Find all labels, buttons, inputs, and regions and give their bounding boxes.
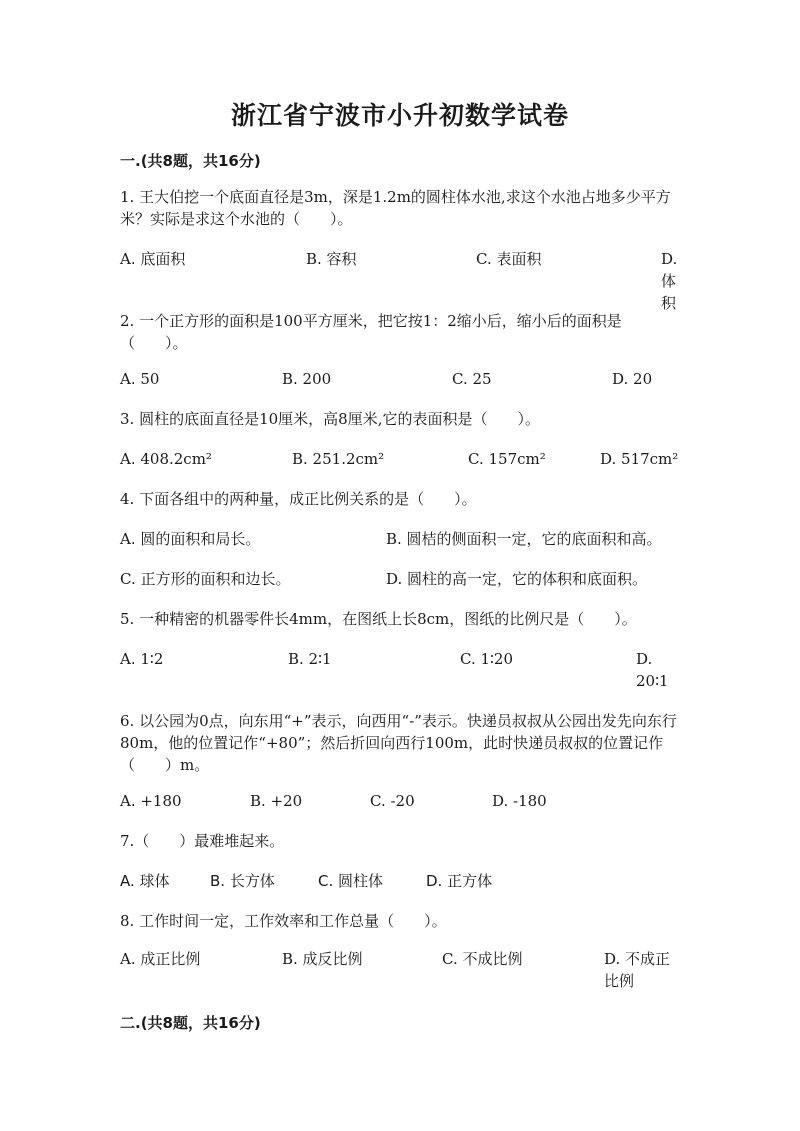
option-c: C. 25 (452, 370, 492, 388)
option-c: C. 正方形的面积和边长。 (120, 570, 291, 588)
question-3: 3. 圆柱的底面直径是10厘米，高8厘米,它的表面积是（ ）。 (120, 410, 540, 428)
option-a: A. 底面积 (120, 250, 186, 268)
option-d: D. 正方体 (426, 872, 493, 890)
question-1: 1. 王大伯挖一个底面直径是3m，深是1.2m的圆柱体水池,求这个水池占地多少平方米？实际是求这个水池的（ ）。 (120, 188, 671, 228)
option-b: B. 2∶1 (288, 650, 332, 668)
question-7-options (120, 870, 680, 914)
option-d: D. 20∶1 (636, 650, 669, 690)
question-6: 6. 以公园为0点，向东用“+”表示，向西用“-”表示。快递员叔叔从公园出发先向东行80m，他的位置记作“+80”；然后折回向西行100m，此时快递员叔叔的位置记作（ ）m。 (120, 712, 677, 774)
option-a: A. 50 (120, 370, 160, 388)
option-d: D. 20 (612, 370, 653, 388)
option-a: A. 408.2cm² (120, 450, 212, 468)
question-4-options-row-2 (120, 568, 680, 612)
option-a: A. 圆的面积和局长。 (120, 530, 261, 548)
option-b: B. 容积 (306, 250, 357, 268)
section-heading-2: 二.(共8题，共16分) (120, 1014, 261, 1032)
option-c: C. 不成比例 (442, 950, 523, 968)
question-4: 4. 下面各组中的两种量，成正比例关系的是（ ）。 (120, 490, 477, 508)
option-b: B. +20 (250, 792, 303, 810)
option-c: C. 157cm² (468, 450, 546, 468)
option-d: D. -180 (492, 792, 547, 810)
question-4-options-row-1 (120, 528, 680, 572)
option-c: C. 表面积 (476, 250, 542, 268)
option-d: D. 不成正比例 (604, 950, 671, 990)
question-2-options (120, 368, 680, 412)
option-d: D. 圆柱的高一定，它的体积和底面积。 (386, 570, 648, 588)
section-heading-1: 一.(共8题，共16分) (120, 152, 261, 170)
option-b: B. 长方体 (210, 872, 275, 890)
option-a: A. 成正比例 (120, 950, 201, 968)
question-1-options (120, 248, 680, 312)
option-c: C. 1∶20 (460, 650, 514, 668)
question-7: 7.（ ）最难堆起来。 (120, 832, 285, 850)
question-5-options (120, 648, 680, 692)
question-3-options (120, 448, 680, 492)
option-c: C. 圆柱体 (318, 872, 384, 890)
question-6-options (120, 790, 680, 834)
option-c: C. -20 (370, 792, 415, 810)
option-d: D. 517cm² (600, 450, 679, 468)
option-b: B. 成反比例 (282, 950, 363, 968)
question-8: 8. 工作时间一定，工作效率和工作总量（ ）。 (120, 912, 447, 930)
option-b: B. 圆桔的侧面积一定，它的底面积和高。 (386, 530, 662, 548)
option-b: B. 200 (282, 370, 332, 388)
option-d: D. 体积 (661, 250, 678, 312)
option-a: A. +180 (120, 792, 182, 810)
question-5: 5. 一种精密的机器零件长4mm，在图纸上长8cm，图纸的比例尺是（ ）。 (120, 610, 637, 628)
option-a: A. 球体 (120, 872, 170, 890)
question-2: 2. 一个正方形的面积是100平方厘米，把它按1：2缩小后，缩小后的面积是（ ）。 (120, 312, 622, 352)
question-8-options (120, 948, 680, 992)
option-a: A. 1∶2 (120, 650, 164, 668)
option-b: B. 251.2cm² (292, 450, 385, 468)
page-title: 浙江省宁波市小升初数学试卷 (230, 101, 569, 130)
